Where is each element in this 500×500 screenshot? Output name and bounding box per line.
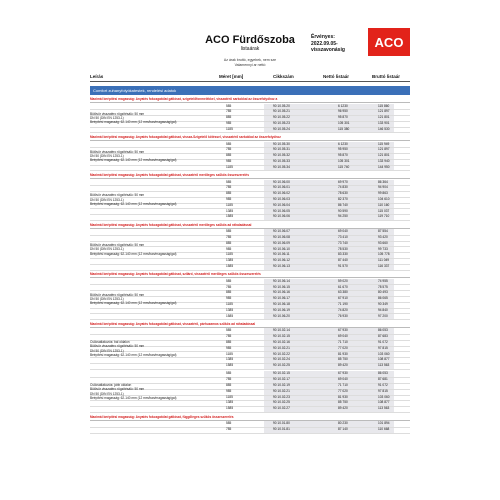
table-row [90,363,410,370]
cell-size: 785 [226,377,232,382]
group-description [90,340,176,357]
cell-net: 73 740 [338,240,348,245]
cell-net: 81 930 [338,394,348,399]
cell-size: 1185 [226,126,233,131]
cell-gross: 110 160 [378,202,390,207]
cell-code: 90 10.06.00 [273,179,290,184]
cell-size: 1385 [226,400,234,405]
group-description-line: Bütövör visszatéro rögzítésálú: 50 mm [90,292,145,297]
cell-size: 1385 [226,357,234,362]
group-description-line: Csőcsatlakozós: bal oldalon [90,340,130,344]
cell-gross: 97 200 [378,313,388,318]
cell-gross: 93 660 [378,240,388,245]
cell-size: 1185 [226,351,233,356]
cell-size: 785 [226,284,232,289]
cell-size: 585 [226,371,232,376]
cell-code: 90 10.06.17 [273,296,290,301]
cell-size: 885 [226,383,232,387]
group-description-line: DN 50 (DIN EN 1253-1) [90,153,124,158]
group-description-line: DN 50 (DIN EN 1253-1) [90,115,124,120]
cell-gross: 91 072 [378,339,388,344]
cell-net: 69 040 [338,229,348,234]
cell-code: 90 10.02.21 [273,388,290,393]
group-description-line: Csőcsatlakozós: jobb oldalon [90,383,132,388]
cell-code: 90 10.06.01 [273,185,290,190]
page-title: ACO Fürdőszoba [205,34,295,46]
table-row [90,165,410,172]
cell-net: 95 870 [338,153,348,158]
cell-net: 81 930 [338,351,348,356]
cell-code: 90 10.05.31 [273,147,290,152]
cell-net: 67 930 [338,371,348,376]
cell-net: 67 910 [338,296,348,301]
cell-code: 90 10.06.10 [273,246,290,251]
cell-gross: 86 065 [378,296,388,301]
page-subtitle: listaárak [240,46,260,52]
group-description-line: DN 50 (DIN EN 1253-1) [90,296,124,301]
aco-logo-icon [368,28,410,56]
group-description-line: Bütövör visszatéro rögzítésálú: 50 mm [90,387,145,392]
cell-code: 90 10.02.14 [273,328,290,333]
price-note-line: Az árak bruttó, egyebek, nem sze [223,58,277,62]
cell-net: 85 750 [338,357,348,362]
cell-gross: 115 949 [378,141,390,146]
cell-size: 985 [226,246,232,251]
cell-size: 785 [226,426,232,431]
cell-code: 90 10.06.14 [273,278,290,283]
group-description-line: Beépítési magasság: 62-140 mm (12 mm/ban/magasság/gal) [90,352,177,357]
cell-code: 90 10.01.81 [273,426,290,431]
cell-size: 785 [226,234,232,239]
cell-code: 90 10.02.25 [273,363,290,368]
table-row [90,264,410,271]
price-note [0,58,500,67]
group-description-line: Beépítési magasság: 62-140 mm (12 mm/ban/magasság/gal) [90,201,177,206]
column-header-code: Cikkszám [273,74,294,79]
cell-code: 90 10.02.19 [273,383,290,387]
cell-gross: 121 801 [378,115,390,120]
cell-net: 87 140 [338,426,348,431]
cell-net: 85 750 [338,400,348,405]
cell-gross: 87 681 [378,377,388,382]
group-description-line: Bütövör visszatéro rögzítésálú: 50 mm [90,344,145,349]
group-description-line: DN 50 (DIN EN 1253-1) [90,247,124,252]
group-description-line: Beépítési magasság: 62-140 mm (12 mm/ban/magasság/gal) [90,158,177,163]
cell-gross: 133 940 [378,158,390,163]
cell-size: 585 [226,421,232,425]
cell-size: 585 [226,328,232,333]
cell-size: 785 [226,109,232,114]
cell-size: 1385 [226,258,234,263]
cell-gross: 108 877 [378,400,390,405]
group-description [90,150,176,163]
group-description [90,193,176,206]
cell-size: 1585 [226,406,234,411]
table-row [90,314,410,321]
cell-gross: 97 815 [378,388,388,393]
cell-code: 90 10.01.80 [273,421,290,425]
cell-gross: 113 563 [378,406,390,411]
cell-net: 83 330 [338,252,348,257]
cell-size: 585 [226,179,232,184]
group-condition-note: Maximál beépítési magasság: Anyatés fokozgatólat gátlósat, visszatérő merőleges szűkös ad ráhaladással [90,223,410,229]
cell-gross: 87 683 [378,334,388,339]
cell-code: 90 10.02.15 [273,371,290,376]
cell-gross: 116 337 [378,263,390,268]
cell-size: 1185 [226,394,233,399]
cell-code: 90 10.06.18 [273,301,290,306]
cell-net: 87 440 [338,258,348,263]
cell-gross: 121 801 [378,153,390,158]
cell-code: 90 10.06.02 [273,191,290,196]
cell-size: 585 [226,278,232,283]
header-divider [90,81,410,82]
cell-size: 885 [226,339,232,344]
cell-size: 1185 [226,202,233,207]
cell-code: 90 10.02.25 [273,400,290,405]
cell-code: 90 10.06.20 [273,313,290,318]
column-header-net: Nettó listaár [323,74,350,79]
cell-net: 71 710 [338,339,348,344]
cell-code: 90 10.02.21 [273,345,290,350]
cell-net: 115 740 [338,164,350,169]
cell-gross: 99 733 [378,246,388,251]
validity-until: visszavonásig [311,47,345,53]
column-header-size: Méret [mm] [219,74,244,79]
cell-net: 63 380 [338,290,348,295]
cell-code: 90 10.02.24 [273,357,290,362]
cell-gross: 108 877 [378,357,390,362]
group-condition-note: Maximál beépítési magasság: Anyatés fokozgatólat gátlósat, függőleges szűkös összeszerelés [90,415,410,421]
cell-size: 585 [226,229,232,234]
cell-code: 90 10.02.16 [273,339,290,344]
cell-size: 1385 [226,208,234,213]
cell-gross: 101 894 [378,421,390,425]
cell-size: 1585 [226,313,234,318]
group-description-line: DN 50 (DIN EN 1253-1) [90,391,124,396]
group-description-line: Beépítési magasság: 62-140 mm (12 mm/ban/magasság/gal) [90,251,177,256]
svg-text:ACO: ACO [374,35,404,50]
cell-code: 90 10.05.32 [273,153,290,158]
cell-size: 985 [226,296,232,301]
table-header [0,73,500,81]
cell-size: 1185 [226,301,233,306]
cell-net: 59 020 [338,278,348,283]
cell-gross: 86 053 [378,328,388,333]
cell-net: 89 420 [338,363,348,368]
cell-code: 90 10.06.16 [273,290,290,295]
cell-net: 69 970 [338,179,348,184]
cell-gross: 146 530 [378,126,390,131]
group-description-line: Bütövör visszatéro rögzítésálú: 50 mm [90,242,145,247]
cell-code: 90 10.06.03 [273,196,290,201]
cell-code: 90 10.05.20 [273,103,290,108]
cell-code: 90 10.06.13 [273,263,290,268]
cell-code: 90 10.06.15 [273,284,290,289]
cell-code: 90 10.02.22 [273,351,290,356]
table-row [90,406,410,413]
cell-gross: 110 668 [378,426,390,431]
cell-gross: 144 950 [378,164,390,169]
cell-code: 90 10.06.06 [273,214,290,219]
cell-size: 585 [226,141,232,146]
cell-size: 1185 [226,252,233,257]
group-description-line: Beépítési magasság: 62-140 mm (12 mm/ban/magasság/gal) [90,395,177,400]
cell-size: 1385 [226,307,234,312]
cell-net: 115 380 [338,126,350,131]
cell-net: 69 040 [338,334,348,339]
cell-code: 90 10.06.09 [273,240,290,245]
cell-net: 96 950 [338,109,348,114]
price-note-line: Valamennyi ar nettó [234,62,266,67]
group-description-line: Beépítési magasság: 62-140 mm (12 mm/ban/magasság/gal) [90,301,177,306]
cell-size: 1585 [226,263,234,268]
cell-gross: 97 815 [378,345,388,350]
validity-block [311,34,345,54]
cell-code: 90 10.05.30 [273,141,290,146]
cell-code: 90 10.02.15 [273,334,290,339]
group-condition-note: Maximál beépítési magasság: Anyatés fokozgatólat gátlósat, visszatérő, párhuzamos szűkös ad ráhaladással [90,322,410,328]
cell-gross: 104 610 [378,196,390,201]
column-header-desc: Leírás [90,74,104,79]
cell-size: 585 [226,103,232,108]
cell-gross: 91 072 [378,383,388,387]
cell-gross: 103 060 [378,351,390,356]
cell-net: 77 020 [338,388,348,393]
cell-net: 94 250 [338,214,348,219]
cell-size: 985 [226,388,232,393]
cell-code: 90 10.06.08 [273,234,290,239]
validity-label: Érvényes: [311,34,335,40]
cell-gross: 119 710 [378,214,390,219]
cell-gross: 80 493 [378,290,388,295]
cell-gross: 94 840 [378,307,388,312]
cell-code: 90 10.06.19 [273,307,290,312]
cell-code: 90 10.05.33 [273,158,290,163]
cell-net: 78 630 [338,191,348,196]
cell-code: 90 10.06.07 [273,229,290,234]
group-description-line: DN 50 (DIN EN 1253-1) [90,348,124,353]
cell-gross: 94 904 [378,185,388,190]
cell-net: 89 420 [338,406,348,411]
table-row [90,427,410,434]
group-description [90,243,176,256]
cell-net: 74 820 [338,307,348,312]
group-condition-note: Maximál beépítési magasság: Anyatés fokozgatólat gátlósat, visszatérő merőleges szűkös összeszerelés [90,173,410,179]
cell-code: 90 10.05.21 [273,109,290,114]
cell-net: 82 370 [338,196,348,201]
cell-gross: 111 049 [378,258,390,263]
cell-size: 885 [226,240,232,245]
cell-size: 985 [226,158,232,163]
cell-gross: 99 863 [378,191,388,196]
section-header: Comfort zuhanyfolyókatestek, rendelési adatok [90,86,410,95]
cell-size: 785 [226,147,232,152]
cell-net: 71 190 [338,301,348,306]
group-description-line: Bütövör visszatéro rögzítésálú: 50 mm [90,149,145,154]
cell-size: 885 [226,115,232,120]
table-row [90,214,410,221]
cell-gross: 105 778 [378,252,390,257]
cell-gross: 113 563 [378,363,390,368]
cell-net: 86 740 [338,202,348,207]
cell-gross: 78 575 [378,284,388,289]
group-description [90,293,176,306]
cell-gross: 74 955 [378,278,388,283]
cell-net: 80 230 [338,421,348,425]
cell-net: 76 930 [338,313,348,318]
cell-gross: 86 364 [378,179,388,184]
group-condition-note: Maximál beépítési magasság: Anyatés fokozgatólat gátlósat, szilárd, visszatérő merőleges szűkös összeszerelés [90,272,410,278]
cell-net: 6 1230 [338,141,348,146]
cell-code: 90 10.06.04 [273,202,290,207]
cell-gross: 90 349 [378,301,388,306]
table-row [90,127,410,134]
cell-size: 885 [226,153,232,158]
cell-net: 91 570 [338,263,348,268]
cell-size: 885 [226,191,232,196]
cell-size: 1185 [226,164,233,169]
group-condition-note: Maximál beépítési magasság: Anyatés fokozgatólat gátlósat, vissza-Szigetelő kötéssel, visszatérő sarkokkal az összefolyóhoz [90,135,410,141]
cell-gross: 93 420 [378,234,388,239]
cell-gross: 115 860 [378,103,390,108]
group-description [90,383,176,400]
group-description [90,112,176,125]
cell-net: 6 1230 [338,103,348,108]
cell-code: 90 10.05.24 [273,126,290,131]
cell-gross: 86 053 [378,371,388,376]
group-description-line: Bütövör visszatéro rögzítésálú: 50 mm [90,193,145,198]
group-description-line: Beépítési magasság: 62-140 mm (12 mm/ban/magasság/gal) [90,120,177,125]
cell-size: 885 [226,290,232,295]
cell-net: 95 950 [338,147,348,152]
cell-net: 95 870 [338,115,348,120]
cell-net: 90 590 [338,208,348,213]
cell-net: 67 930 [338,328,348,333]
cell-size: 1585 [226,363,234,368]
cell-net: 78 530 [338,246,348,251]
cell-gross: 133 901 [378,120,390,125]
cell-size: 785 [226,185,232,190]
cell-code: 90 10.06.11 [273,252,290,257]
cell-code: 90 10.05.23 [273,120,290,125]
cell-code: 90 10.05.22 [273,115,290,120]
cell-size: 985 [226,120,232,125]
cell-net: 69 040 [338,377,348,382]
cell-code: 90 10.02.23 [273,394,290,399]
cell-code: 90 10.05.34 [273,164,290,169]
group-condition-note: Maximál beépítési magasság: Anyatés fokozgatólat gátlósat, szigetelőfonmelékkel, visszatérő sarkokkal az összefolyóhoz a [90,97,410,103]
group-description-line: DN 50 (DIN EN 1253-1) [90,197,124,202]
validity-date: 2022.09.05- [311,40,338,47]
cell-gross: 103 060 [378,394,390,399]
cell-net: 105 301 [338,158,350,163]
cell-net: 105 301 [338,120,350,125]
cell-net: 71 710 [338,383,348,387]
column-header-gross: Bruttó listaár [372,74,401,79]
cell-code: 90 10.02.17 [273,377,290,382]
cell-gross: 121 897 [378,109,390,114]
cell-net: 74 830 [338,185,348,190]
cell-code: 90 10.06.12 [273,258,290,263]
cell-gross: 87 554 [378,229,388,234]
cell-code: 90 10.06.05 [273,208,290,213]
cell-gross: 115 037 [378,208,390,213]
cell-code: 90 10.02.27 [273,406,290,411]
cell-size: 985 [226,196,232,201]
cell-gross: 121 897 [378,147,390,152]
cell-net: 73 410 [338,234,348,239]
cell-size: 985 [226,345,232,350]
cell-size: 1585 [226,214,234,219]
cell-size: 785 [226,334,232,339]
group-description-line: Bütövör visszatéro rögzítésálú: 50 mm [90,111,145,116]
cell-net: 61 670 [338,284,348,289]
aco-logo [368,28,410,61]
cell-net: 77 020 [338,345,348,350]
